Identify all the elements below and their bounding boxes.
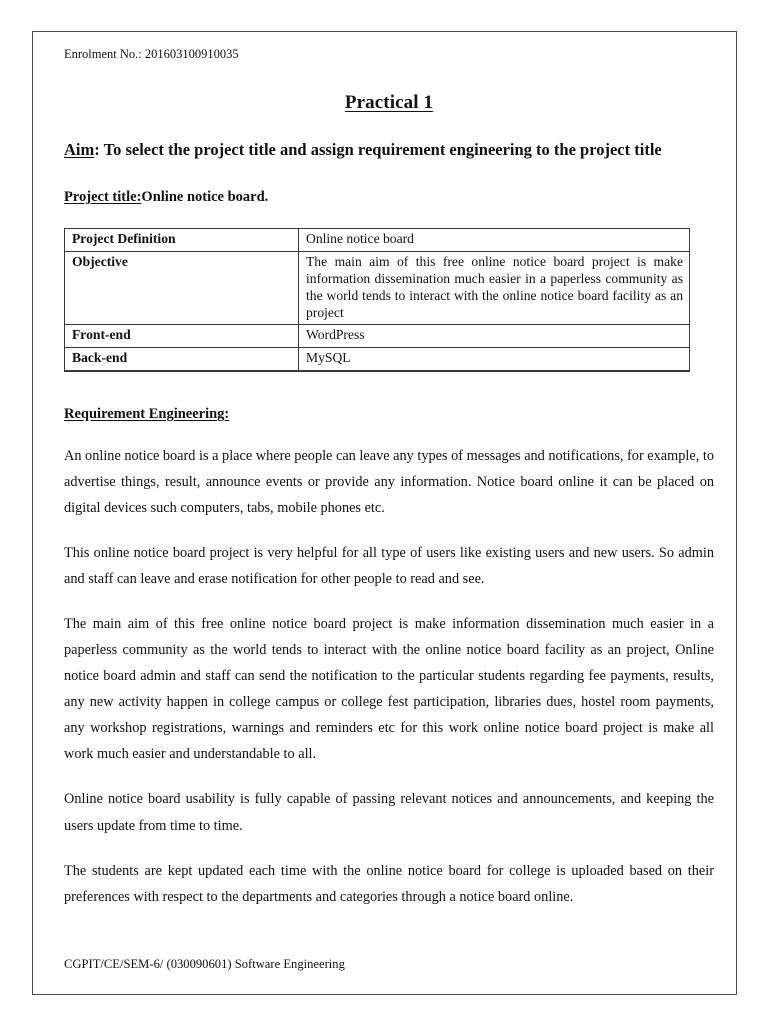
project-title-value: Online notice board. [141,189,269,206]
project-title-label: Project title: [64,189,142,206]
table-cell-label: Project Definition [65,228,299,251]
requirement-engineering-heading-text: Requirement Engineering: [64,406,230,423]
enrolment-number: Enrolment No.: 201603100910035 [64,47,239,61]
paragraph: This online notice board project is very helpful for all type of users like existing users and new users. So admin and staff can leave and erase notification for other people to read and see. [64,545,714,588]
aim-text: To select the project title and assign requirement engineering to the project title [103,140,662,160]
paragraph: An online notice board is a place where people can leave any types of messages and notifications, for example, to advertise things, result, announce events or provide any information. Notice board online it can be placed on digital devices such computers, tabs, mobile phones etc. [64,448,714,517]
aim-label: Aim [64,140,95,160]
aim-section [64,139,714,161]
table-body [65,228,690,371]
aim-separator: : [94,140,104,160]
document-page [32,31,737,995]
project-title-line [64,188,714,207]
table-row [65,228,690,251]
table-cell-value: Online notice board [299,228,690,251]
footer: CGPIT/CE/SEM-6/ (030090601) Software Engineering [64,956,345,971]
table-cell-value: WordPress [299,325,690,348]
paragraph: The students are kept updated each time with the online notice board for college is uploaded based on their preferences with respect to the departments and categories through a notice board online. [64,862,714,905]
project-spec-table [64,228,690,372]
table-cell-label: Objective [65,251,299,325]
page-title-text: Practical 1 [344,92,434,114]
paragraph: The main aim of this free online notice board project is make information dissemination much easier in a paperless community as the world tends to interact with the online notice board facility as an project, Online notice board admin and staff can send the notification to the particular students regarding fee payments, results, any new activity happen in college campus or college fest participation, libraries dues, hostel room payments, any workshop registrations, warnings and reminders etc for this work online notice board project is make all work much easier and understandable to all. [64,616,714,763]
paragraph: Online notice board usability is fully capable of passing relevant notices and announcements, and keeping the users update from time to time. [64,791,714,834]
table-cell-value: MySQL [299,348,690,371]
table-cell-value: The main aim of this free online notice board project is make information dissemination much easier in a paperless community as the world tends to interact with the online notice board facility as an project [299,251,690,325]
table-cell-label: Back-end [65,348,299,371]
table-cell-label: Front-end [65,325,299,348]
table-row [65,325,690,348]
table-row [65,251,690,325]
page-content [33,32,736,994]
page-title [64,92,714,114]
table-row [65,348,690,371]
requirement-engineering-heading [64,406,714,423]
